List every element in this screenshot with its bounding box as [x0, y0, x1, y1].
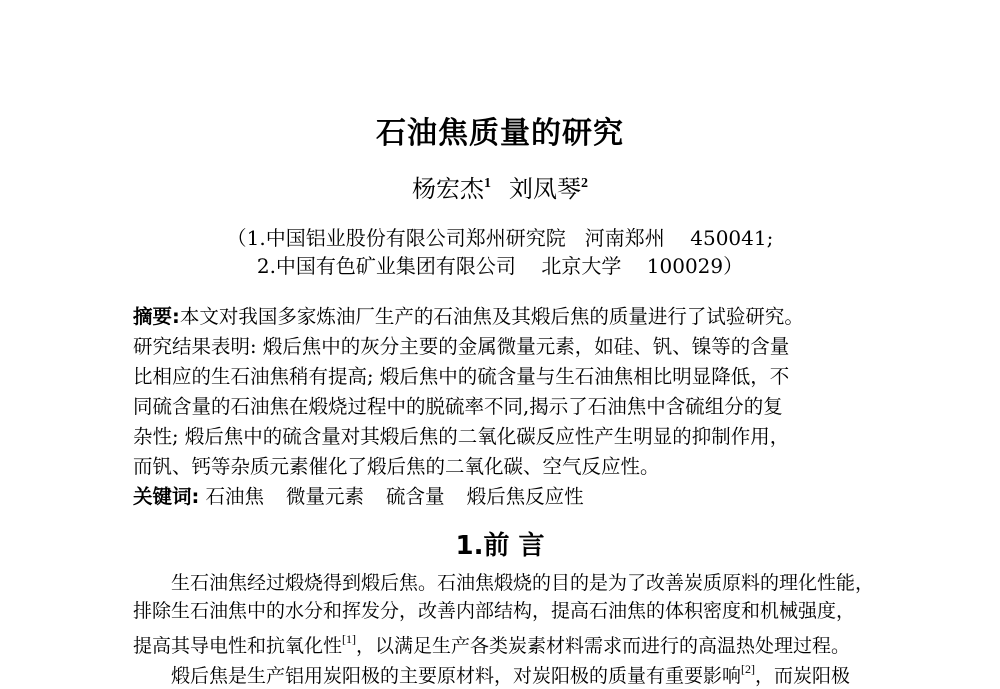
abstract-label: 摘要: — [133, 305, 180, 328]
author-name: 杨宏杰 — [412, 175, 484, 203]
citation-mark: [2] — [741, 662, 756, 676]
body-line: 排除生石油焦中的水分和挥发分，改善内部结构，提高石油焦的体积密度和机械强度， — [133, 600, 856, 622]
section-title: 前 言 — [483, 531, 545, 561]
paper-title: 石油焦质量的研究 — [376, 116, 624, 151]
author-list — [0, 169, 1000, 204]
body-line: 煅后焦是生产铝用炭阳极的主要原材料，对炭阳极的质量有重要影响[2]，而炭阳极 — [171, 662, 851, 687]
body-line: 生石油焦经过煅烧得到煅后焦。石油焦煅烧的目的是为了改善炭质原料的理化性能， — [171, 572, 875, 594]
abstract-line: 比相应的生石油焦稍有提高; 煅后焦中的硫含量与生石油焦相比明显降低，不 — [133, 365, 790, 388]
author-affil-mark: 1 — [484, 176, 491, 191]
keyword: 微量元素 — [286, 485, 365, 508]
citation-mark: [1] — [342, 632, 357, 646]
keyword: 石油焦 — [205, 485, 265, 508]
author-affil-mark: 2 — [581, 176, 588, 191]
author-name: 刘凤琴 — [509, 175, 581, 203]
section-heading — [0, 525, 1000, 562]
abstract-line: 同硫含量的石油焦在煅烧过程中的脱硫率不同,揭示了石油焦中含硫组分的复 — [133, 395, 783, 418]
affiliation-line: 2.中国有色矿业集团有限公司 北京大学 100029） — [256, 254, 744, 278]
abstract-line: 研究结果表明: 煅后焦中的灰分主要的金属微量元素，如硅、钒、镍等的含量 — [133, 335, 790, 358]
keyword: 硫含量 — [386, 485, 445, 508]
abstract-line: 而钒、钙等杂质元素催化了煅后焦的二氧化碳、空气反应性。 — [133, 455, 660, 478]
affiliation-line: （1.中国铝业股份有限公司郑州研究院 河南郑州 450041; — [226, 226, 774, 250]
abstract-line: 摘要:本文对我国多家炼油厂生产的石油焦及其煅后焦的质量进行了试验研究。 — [133, 305, 804, 328]
keywords-line — [133, 484, 933, 510]
keyword: 煅后焦反应性 — [466, 485, 584, 508]
section-number: 1. — [455, 531, 484, 561]
abstract-line: 杂性; 煅后焦中的硫含量对其煅后焦的二氧化碳反应性产生明显的抑制作用， — [133, 425, 790, 448]
body-line: 提高其导电性和抗氧化性[1]，以满足生产各类炭素材料需求而进行的高温热处理过程。 — [133, 632, 851, 657]
keywords-label: 关键词: — [133, 485, 200, 508]
